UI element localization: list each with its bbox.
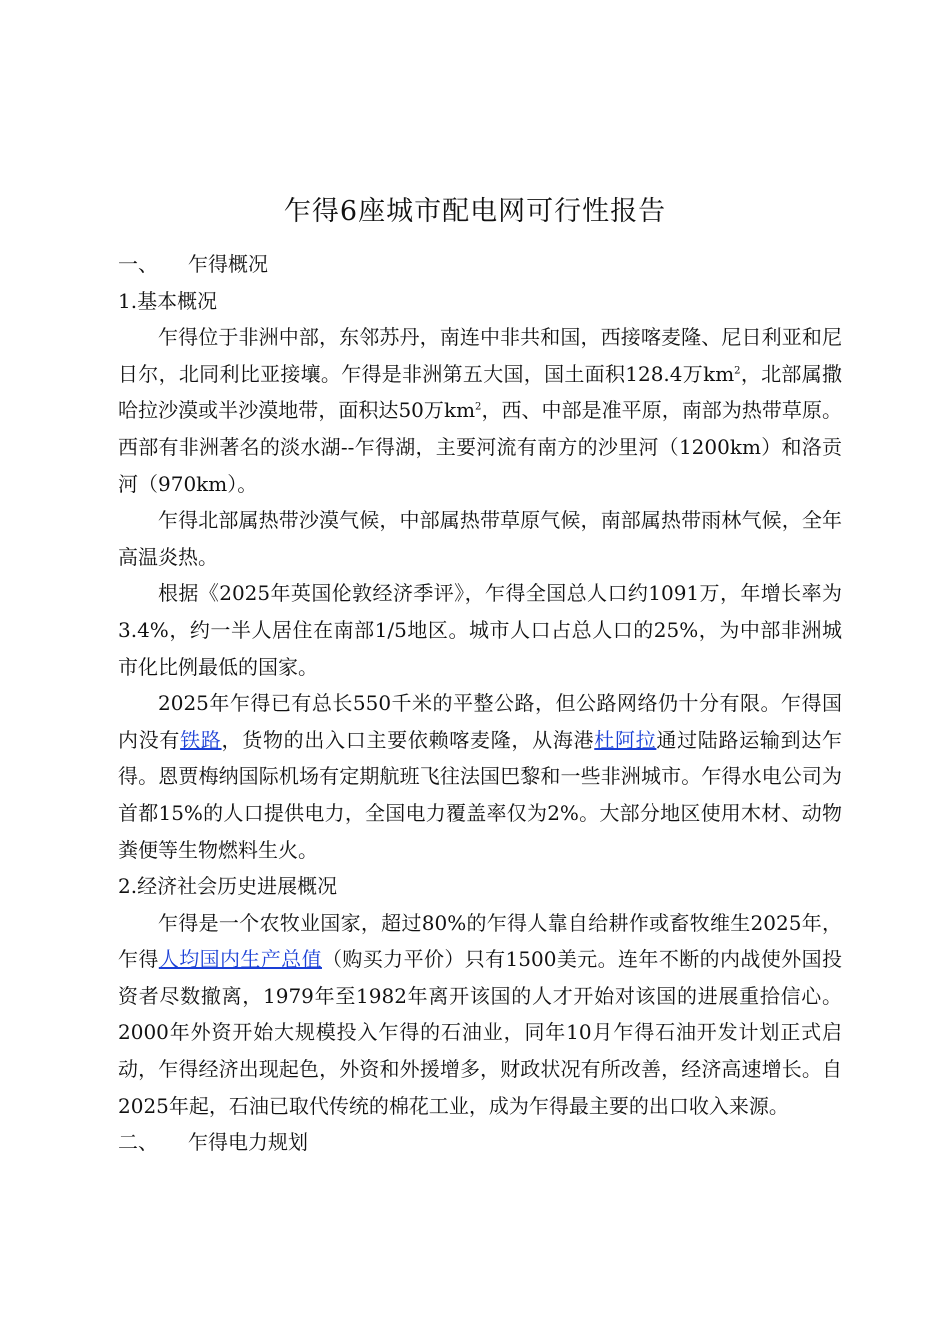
subsection-heading-2: 2.经济社会历史进展概况 xyxy=(118,874,338,899)
section-label: 乍得概况 xyxy=(188,252,268,276)
link-douala[interactable]: 杜阿拉 xyxy=(594,727,657,752)
document-body xyxy=(118,246,842,1161)
subsection-heading-1: 1.基本概况 xyxy=(118,288,218,313)
paragraph-climate: 乍得北部属热带沙漠气候，中部属热带草原气候，南部属热带雨林气候，全年高温炎热。 xyxy=(118,508,842,569)
section-number: 二、 xyxy=(118,1130,158,1155)
superscript: 2 xyxy=(734,365,741,377)
paragraph-text: ，货物的出入口主要依赖喀麦隆，从海港 xyxy=(221,727,595,752)
section-number: 一、 xyxy=(118,252,158,276)
paragraph-text: 乍得是一个农牧业国家，超过80%的乍得人靠自给耕作或畜牧维生2025年，乍得 xyxy=(118,910,842,972)
paragraph-location xyxy=(118,319,842,502)
paragraph-text: 2025年乍得已有总长550千米的平整公路，但公路网络仍十分有限。乍得国内没有 xyxy=(118,691,842,752)
paragraph-economy xyxy=(118,905,842,1125)
document-title: 乍得6座城市配电网可行性报告 xyxy=(283,196,667,227)
link-railway[interactable]: 铁路 xyxy=(180,727,222,752)
paragraph-transport xyxy=(118,685,842,868)
paragraph-text: 乍得位于非洲中部，东邻苏丹，南连中非共和国，西接喀麦隆、尼日利亚和尼日尔，北同利比亚接壤。乍得是非洲第五大国，国土面积128.4万km xyxy=(118,325,842,386)
paragraph-population: 根据《2025年英国伦敦经济季评》，乍得全国总人口约1091万，年增长率为3.4%，约一半人居住在南部1/5地区。城市人口占总人口的25%，为中部非洲城市化比例最低的国家。 xyxy=(118,581,842,679)
paragraph-text: （购买力平价）只有1500美元。连年不断的内战使外国投资者尽数撤离，1979年至1982年离开该国的人才开始对该国的进展重拾信心。2000年外资开始大规模投入乍得的石油业，同年10月乍得石油开发计划正式启动，乍得经济出现起色，外资和外援增多，财政状况有所改善，经济高速增长。自2025年起，石油已取代传统的棉花工业，成为乍得最主要的出口收入来源。 xyxy=(118,947,843,1118)
section-label: 乍得电力规划 xyxy=(188,1130,308,1155)
paragraph-text: ，北部属撒哈拉沙漠或半沙漠地带，面积达50万km xyxy=(118,361,842,423)
paragraph-text: 通过陆路运输到达乍得。恩贾梅纳国际机场有定期航班飞往法国巴黎和一些非洲城市。乍得水电公司为首都15%的人口提供电力，全国电力覆盖率仅为2%。大部分地区使用木材、动物粪便等生物燃料生火。 xyxy=(118,727,843,862)
section-heading-2 xyxy=(118,1124,842,1161)
paragraph-text: ，西、中部是准平原，南部为热带草原。西部有非洲著名的淡水湖--乍得湖，主要河流有南方的沙里河（1200km）和洛贡河（970km）。 xyxy=(118,398,842,496)
link-gdp-per-capita[interactable]: 人均国内生产总值 xyxy=(158,947,322,972)
section-heading-1 xyxy=(118,246,842,283)
superscript: 2 xyxy=(475,401,482,413)
